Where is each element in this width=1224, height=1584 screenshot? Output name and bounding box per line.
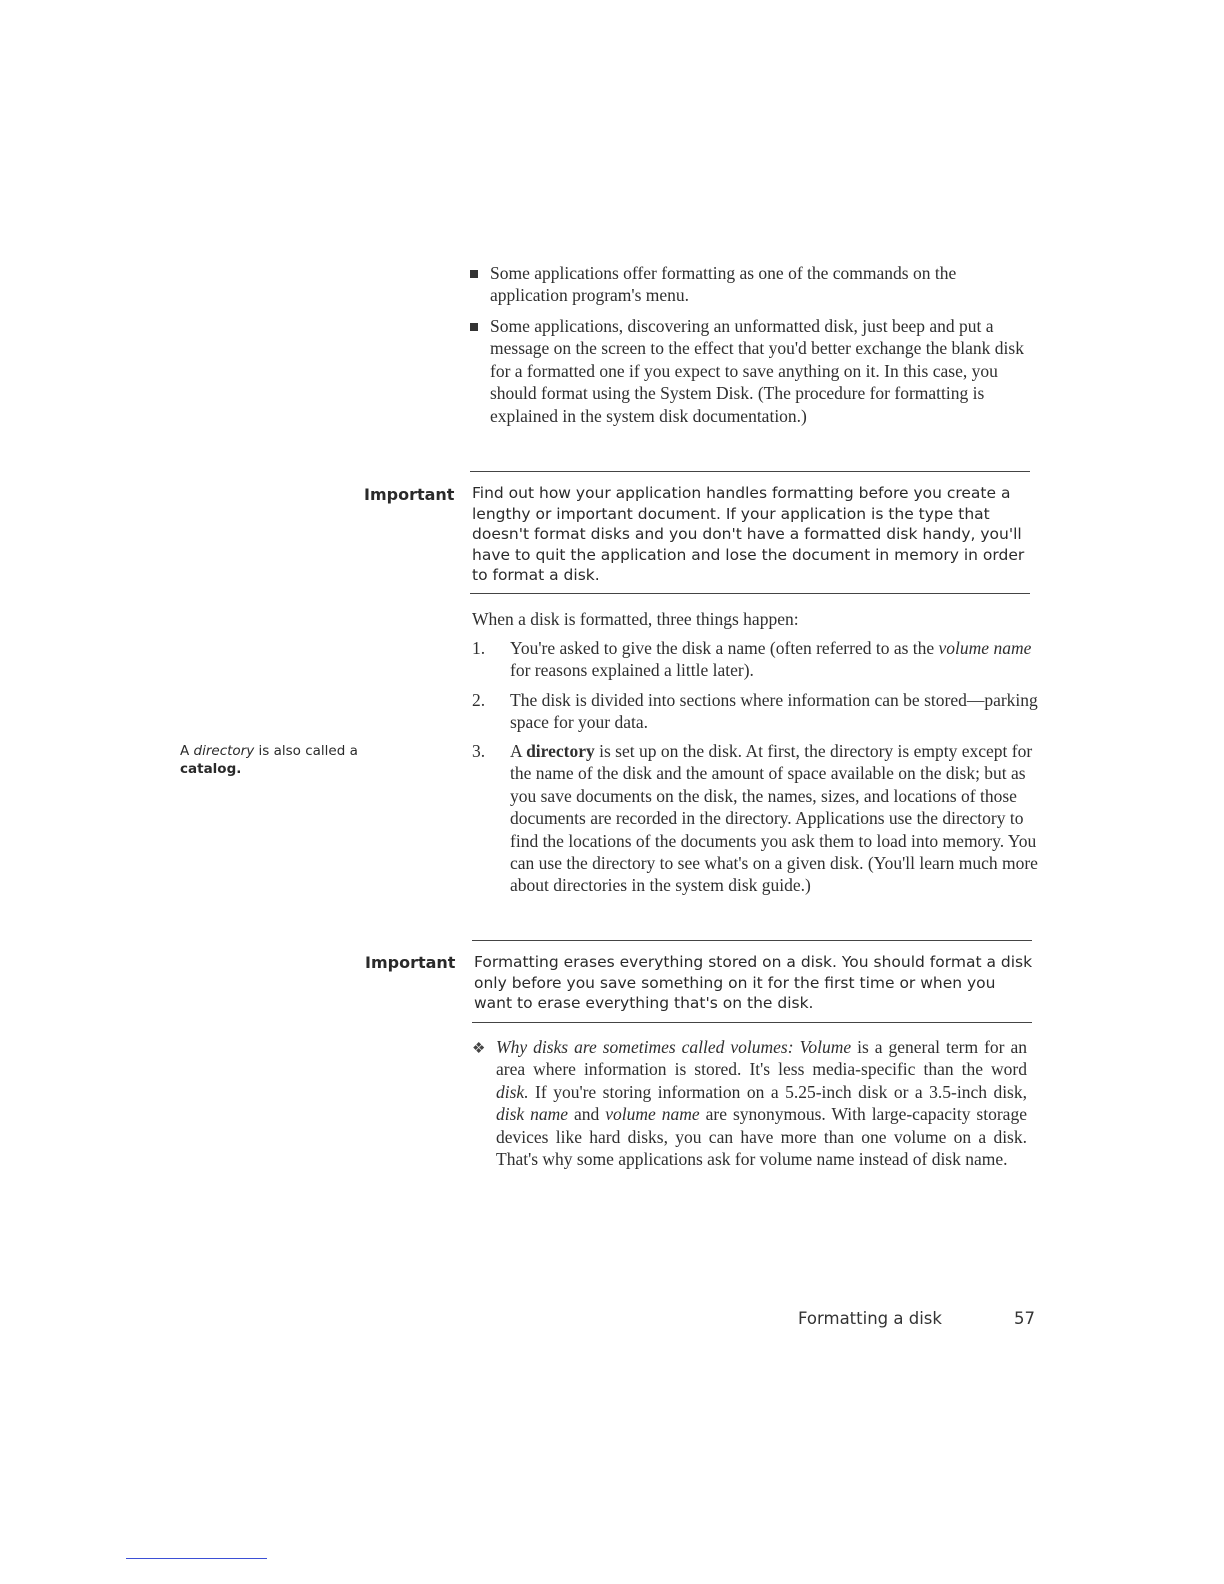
step-number: 2. bbox=[472, 690, 486, 710]
note-text: Why disks are sometimes called volumes: Volume is a general term for an area where information is stored. It's less media-specific than the word disk. If you're storing information on a 5.25-inch disk or a 3.5-inch disk, disk name and volume name are synonymous. With large-capacity storage devices like hard disks, you can have more than one volume on a disk. That's why some applications ask for volume name instead of disk name. bbox=[496, 1037, 1027, 1170]
divider bbox=[470, 471, 1030, 472]
margin-note: A directory is also called a catalog. bbox=[180, 743, 358, 777]
important-text: Find out how your application handles formatting before you create a lengthy or important document. If your application is the type that doesn't format disks and you don't have a formatted disk handy, you'll have to quit the application and lose the document in memory in order to format a disk. bbox=[472, 484, 1025, 584]
step-item-3 bbox=[472, 740, 1042, 897]
step-number: 3. bbox=[472, 741, 486, 761]
bullet-item-2 bbox=[470, 315, 1030, 427]
important-label: Important bbox=[365, 953, 456, 972]
note-block bbox=[472, 1036, 1027, 1170]
intro-paragraph: When a disk is formatted, three things happen: bbox=[472, 609, 799, 629]
term-directory: directory bbox=[526, 741, 595, 761]
divider bbox=[472, 940, 1032, 941]
step-item-1 bbox=[472, 637, 1042, 682]
term-volume-name: volume name bbox=[938, 638, 1032, 658]
important-text: Formatting erases everything stored on a disk. You should format a disk only before you save something on it for the first time or when you want to erase everything that's on the disk. bbox=[474, 953, 1033, 1012]
step-text: The disk is divided into sections where information can be stored—parking space for your data. bbox=[510, 690, 1038, 733]
divider bbox=[472, 1022, 1032, 1023]
bullet-item-1 bbox=[470, 262, 1030, 307]
square-bullet-icon bbox=[470, 270, 478, 278]
square-bullet-icon bbox=[470, 323, 478, 331]
term-volume: Volume bbox=[799, 1037, 852, 1057]
bottom-edge-line bbox=[126, 1558, 267, 1559]
footer-section-title: Formatting a disk bbox=[798, 1309, 942, 1328]
step-number: 1. bbox=[472, 638, 486, 658]
divider bbox=[470, 593, 1030, 594]
page-number: 57 bbox=[1014, 1309, 1035, 1328]
bullet-text: Some applications offer formatting as one of the commands on the application program's menu. bbox=[490, 263, 957, 306]
diamond-bullet-icon: ❖ bbox=[472, 1041, 486, 1057]
bullet-text: Some applications, discovering an unformatted disk, just beep and put a message on the screen to the effect that you'd better exchange the blank disk for a formatted one if you expect to save anything on it. In this case, you should format using the System Disk. (The procedure for formatting is explained in the system disk documentation.) bbox=[490, 316, 1024, 426]
step-item-2 bbox=[472, 689, 1042, 734]
step-text: A directory is set up on the disk. At first, the directory is empty except for the name of the disk and the amount of space available on the disk; but as you save documents on the disk, the names, sizes, and locations of those documents are recorded in the directory. Applications use the directory to find the locations of the documents you ask them to load into memory. You can use the directory to see what's on a given disk. (You'll learn much more about directories in the system disk guide.) bbox=[510, 741, 1038, 896]
step-text: You're asked to give the disk a name (often referred to as the volume name for reasons explained a little later). bbox=[510, 638, 1032, 681]
note-heading: Why disks are sometimes called volumes: bbox=[496, 1037, 794, 1057]
important-label: Important bbox=[364, 485, 455, 504]
